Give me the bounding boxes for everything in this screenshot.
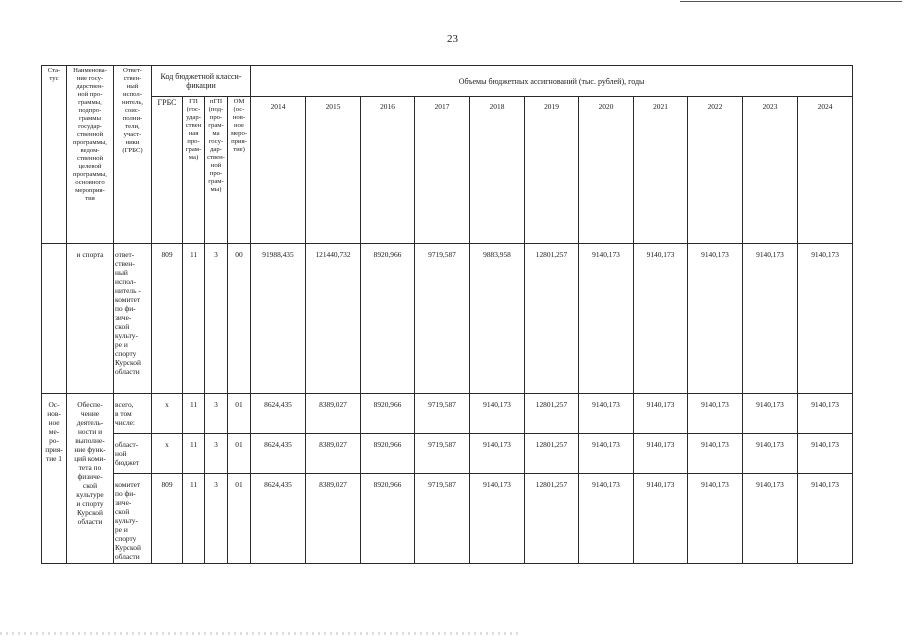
activity-status-cell: Ос- нов- ное ме- ро- прия- тие 1 xyxy=(42,394,67,564)
budget-table xyxy=(41,65,853,564)
pgp-cell: 3 xyxy=(205,434,228,474)
gp-cell: 11 xyxy=(183,244,205,394)
value-cell-2018: 9140,173 xyxy=(470,434,525,474)
year-header-2023: 2023 xyxy=(743,97,798,244)
value-cell-2022: 9140,173 xyxy=(688,434,743,474)
value-cell-2017: 9719,587 xyxy=(415,474,470,564)
value-cell-2017: 9719,587 xyxy=(415,394,470,434)
pgp-cell: 3 xyxy=(205,394,228,434)
value-cell-2021: 9140,173 xyxy=(634,434,688,474)
grbs-cell: х xyxy=(152,394,183,434)
program-name-header: Наименова- ние госу- дарствен- ной про- граммы, подпро- граммы государ- ственной программы, ведом- ственной целевой программы, основного мероприя- тия xyxy=(67,66,114,244)
value-cell-2021: 9140,173 xyxy=(634,244,688,394)
year-header-2016: 2016 xyxy=(361,97,415,244)
year-header-2017: 2017 xyxy=(415,97,470,244)
value-cell-2017: 9719,587 xyxy=(415,244,470,394)
value-cell-2018: 9883,958 xyxy=(470,244,525,394)
grbs-cell: х xyxy=(152,434,183,474)
pgp-cell: 3 xyxy=(205,244,228,394)
executor-cell: всего, в том числе: xyxy=(114,394,152,434)
value-cell-2020: 9140,173 xyxy=(579,244,634,394)
executor-cell: ответ- ствен- ный испол- нитель - комитет по фи- зиче- ской культу- ре и спорту Курской области xyxy=(114,244,152,394)
value-cell-2023: 9140,173 xyxy=(743,474,798,564)
value-cell-2024: 9140,173 xyxy=(798,394,853,434)
header-row-top xyxy=(42,66,853,97)
value-cell-2019: 12801,257 xyxy=(525,434,579,474)
year-header-2022: 2022 xyxy=(688,97,743,244)
value-cell-2014: 8624,435 xyxy=(251,434,306,474)
status-header: Ста- тус xyxy=(42,66,67,244)
value-cell-2016: 8920,966 xyxy=(361,474,415,564)
value-cell-2023: 9140,173 xyxy=(743,244,798,394)
table-row xyxy=(42,394,853,434)
value-cell-2020: 9140,173 xyxy=(579,434,634,474)
gp-header: ГП (гос- удар- ствен ная про- грам- ма) xyxy=(183,97,205,244)
year-header-2014: 2014 xyxy=(251,97,306,244)
executor-cell: област- ной бюджет xyxy=(114,434,152,474)
om-cell: 01 xyxy=(228,474,251,564)
value-cell-2020: 9140,173 xyxy=(579,474,634,564)
table-row xyxy=(42,244,853,394)
table-row xyxy=(42,434,853,474)
om-cell: 01 xyxy=(228,394,251,434)
gp-cell: 11 xyxy=(183,434,205,474)
gp-cell: 11 xyxy=(183,394,205,434)
value-cell-2020: 9140,173 xyxy=(579,394,634,434)
value-cell-2021: 9140,173 xyxy=(634,394,688,434)
year-header-2020: 2020 xyxy=(579,97,634,244)
value-cell-2015: 8389,027 xyxy=(306,434,361,474)
value-cell-2016: 8920,966 xyxy=(361,244,415,394)
value-cell-2019: 12801,257 xyxy=(525,394,579,434)
value-cell-2014: 8624,435 xyxy=(251,474,306,564)
value-cell-2023: 9140,173 xyxy=(743,394,798,434)
year-header-2021: 2021 xyxy=(634,97,688,244)
pgp-cell: 3 xyxy=(205,474,228,564)
grbs-header: ГРБС xyxy=(152,97,183,244)
value-cell-2014: 8624,435 xyxy=(251,394,306,434)
budget-code-header: Код бюджетной класси- фикации xyxy=(152,66,251,97)
page-number: 23 xyxy=(447,33,458,45)
grbs-cell: 809 xyxy=(152,244,183,394)
value-cell-2019: 12801,257 xyxy=(525,474,579,564)
value-cell-2018: 9140,173 xyxy=(470,394,525,434)
value-cell-2024: 9140,173 xyxy=(798,244,853,394)
executor-header: Ответ- ствен- ный испол- нитель, соис- полни- тели, участ- ники (ГРБС) xyxy=(114,66,152,244)
program-name-cell: и спорта xyxy=(67,244,114,394)
value-cell-2022: 9140,173 xyxy=(688,394,743,434)
value-cell-2019: 12801,257 xyxy=(525,244,579,394)
value-cell-2024: 9140,173 xyxy=(798,434,853,474)
allocations-header: Объемы бюджетных ассигнований (тыс. рублей), годы xyxy=(251,66,853,97)
scan-artifact xyxy=(0,632,520,635)
pgp-header: пГП (под- про- грам- ма госу- дар- ствен- ной про- грам- мы) xyxy=(205,97,228,244)
table-row xyxy=(42,474,853,564)
top-rule xyxy=(680,1,902,2)
om-header: ОМ (ос- нов- ное меро- прия- тие) xyxy=(228,97,251,244)
header-row-sub xyxy=(42,97,853,244)
year-header-2018: 2018 xyxy=(470,97,525,244)
executor-cell: комитет по фи- зиче- ской культу- ре и спорту Курской области xyxy=(114,474,152,564)
value-cell-2014: 91988,435 xyxy=(251,244,306,394)
year-header-2019: 2019 xyxy=(525,97,579,244)
year-header-2024: 2024 xyxy=(798,97,853,244)
value-cell-2022: 9140,173 xyxy=(688,474,743,564)
value-cell-2018: 9140,173 xyxy=(470,474,525,564)
value-cell-2016: 8920,966 xyxy=(361,434,415,474)
activity-name-cell: Обеспе- чение деятель- ности и выполне- ние функ- ций коми- тета по физиче- ской культуре и спорту Курской области xyxy=(67,394,114,564)
value-cell-2022: 9140,173 xyxy=(688,244,743,394)
value-cell-2015: 121440,732 xyxy=(306,244,361,394)
value-cell-2016: 8920,966 xyxy=(361,394,415,434)
om-cell: 01 xyxy=(228,434,251,474)
om-cell: 00 xyxy=(228,244,251,394)
value-cell-2015: 8389,027 xyxy=(306,394,361,434)
value-cell-2015: 8389,027 xyxy=(306,474,361,564)
value-cell-2021: 9140,173 xyxy=(634,474,688,564)
grbs-cell: 809 xyxy=(152,474,183,564)
status-cell xyxy=(42,244,67,394)
value-cell-2017: 9719,587 xyxy=(415,434,470,474)
value-cell-2024: 9140,173 xyxy=(798,474,853,564)
year-header-2015: 2015 xyxy=(306,97,361,244)
gp-cell: 11 xyxy=(183,474,205,564)
value-cell-2023: 9140,173 xyxy=(743,434,798,474)
